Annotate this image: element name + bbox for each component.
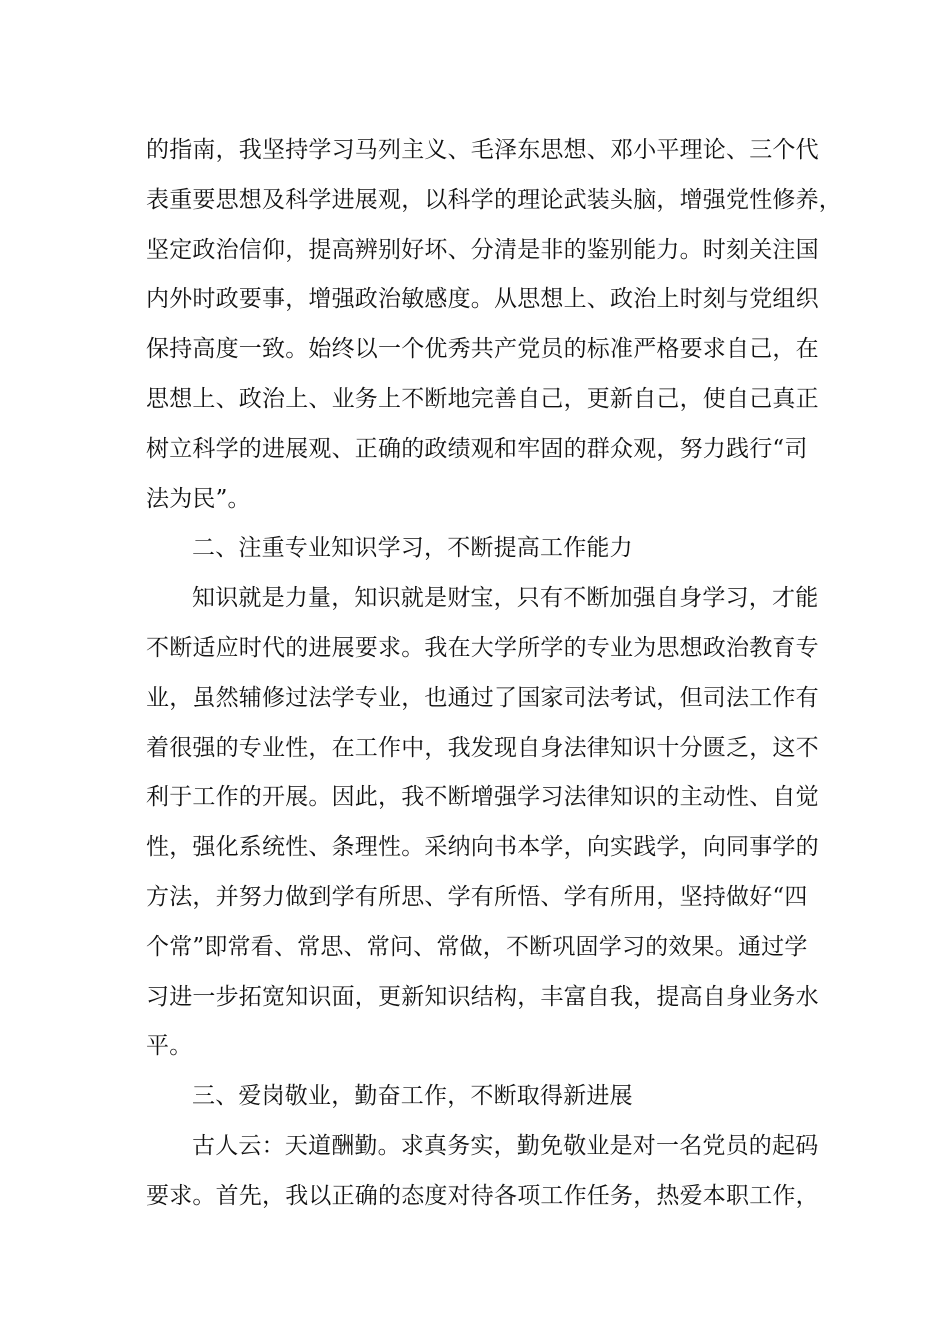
text-line: 坚定政治信仰，提高辨别好坏、分清是非的鉴别能力。时刻关注国 [146,236,819,263]
text-line: 树立科学的进展观、正确的政绩观和牢固的群众观，努力践行“司 [146,435,808,462]
text-line: 方法，并努力做到学有所思、学有所悟、学有所用，坚持做好“四 [146,883,808,910]
section-heading: 二、注重专业知识学习，不断提高工作能力 [192,535,633,562]
text-line: 不断适应时代的进展要求。我在大学所学的专业为思想政治教育专 [146,634,819,661]
text-line: 个常”即常看、常思、常问、常做，不断巩固学习的效果。通过学 [146,933,808,960]
paragraph-start-line: 知识就是力量，知识就是财宝，只有不断加强自身学习，才能 [192,585,819,612]
text-line: 的指南，我坚持学习马列主义、毛泽东思想、邓小平理论、三个代 [146,137,819,163]
text-line: 习进一步拓宽知识面，更新知识结构，丰富自我，提高自身业务水 [146,983,819,1010]
text-line: 表重要思想及科学进展观，以科学的理论武装头脑，增强党性修养， [146,186,842,213]
text-line: 保持高度一致。始终以一个优秀共产党员的标准严格要求自己，在 [146,336,819,363]
document-body [146,126,842,1222]
text-line: 法为民”。 [146,485,251,512]
text-line: 要求。首先，我以正确的态度对待各项工作任务，热爱本职工作， [146,1182,819,1209]
text-line: 性，强化系统性、条理性。采纳向书本学，向实践学，向同事学的 [146,834,819,861]
text-line: 思想上、政治上、业务上不断地完善自己，更新自己，使自己真正 [146,385,819,412]
text-line: 着很强的专业性，在工作中，我发现自身法律知识十分匮乏，这不 [146,734,819,761]
text-line: 利于工作的开展。因此，我不断增强学习法律知识的主动性、自觉 [146,784,819,811]
text-line: 内外时政要事，增强政治敏感度。从思想上、政治上时刻与党组织 [146,286,819,313]
text-line: 平。 [146,1033,193,1060]
paragraph-start-line: 古人云：天道酬勤。求真务实，勤免敬业是对一名党员的起码 [192,1132,819,1159]
text-line: 业，虽然辅修过法学专业，也通过了国家司法考试，但司法工作有 [146,684,819,711]
section-heading: 三、爱岗敬业，勤奋工作，不断取得新进展 [192,1083,633,1110]
